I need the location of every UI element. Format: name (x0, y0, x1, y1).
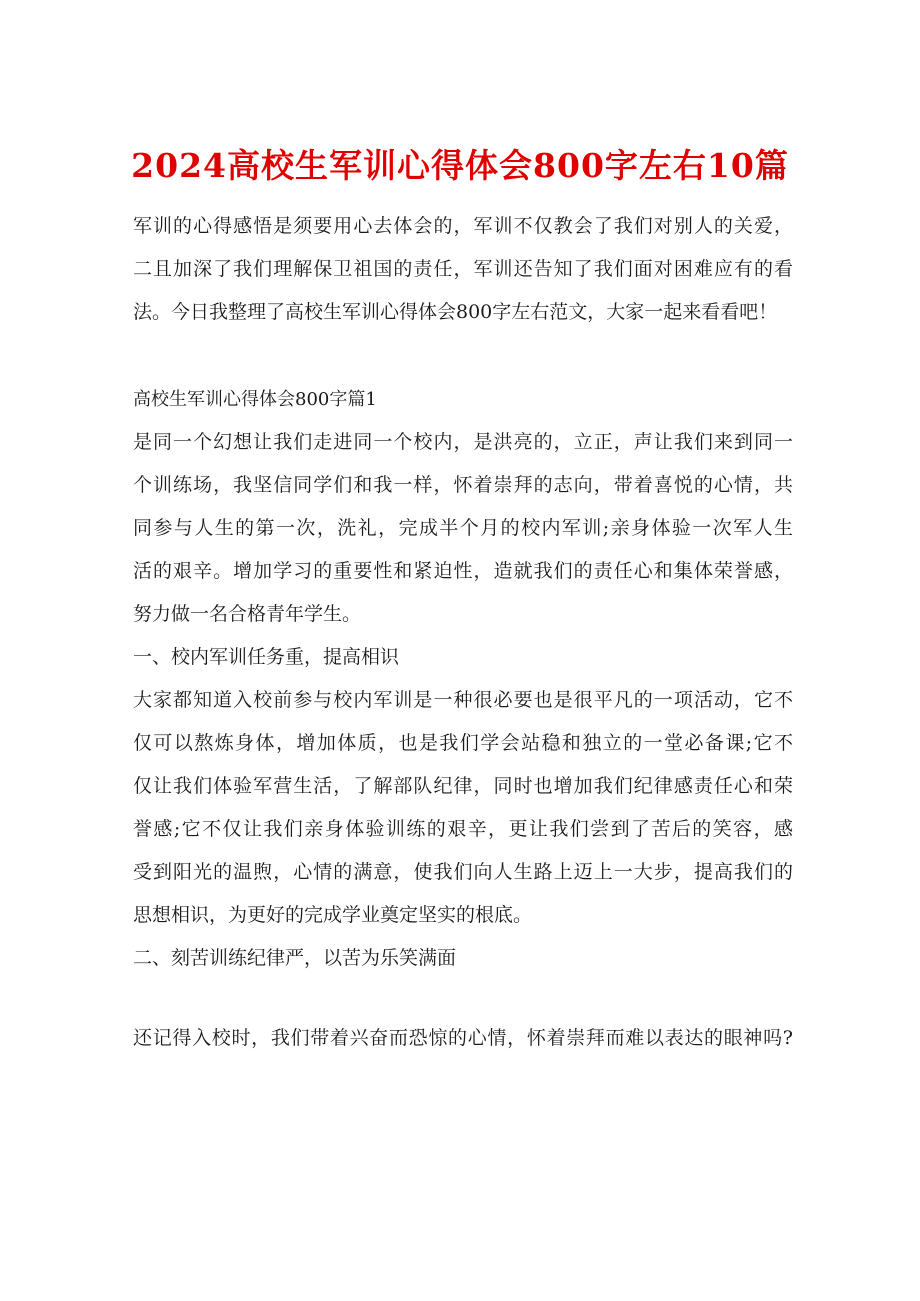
section-title: 高校生军训心得体会800字篇1 (133, 389, 377, 410)
paragraph-line: 仅可以熬炼身体，增加体质，也是我们学会站稳和独立的一堂必备课;它不 (133, 732, 793, 754)
paragraph-line: 努力做一名合格青年学生。 (133, 603, 362, 625)
paragraph-2 (133, 686, 793, 929)
paragraph-line: 个训练场，我坚信同学们和我一样，怀着崇拜的志向，带着喜悦的心情，共 (133, 474, 793, 496)
paragraph-1 (133, 428, 793, 628)
paragraph-line: 思想相识，为更好的完成学业奠定坚实的根底。 (133, 904, 533, 926)
paragraph-line: 是同一个幻想让我们走进同一个校内，是洪亮的，立正，声让我们来到同一 (133, 431, 793, 453)
paragraph-line: 大家都知道入校前参与校内军训是一种很必要也是很平凡的一项活动，它不 (133, 689, 793, 711)
intro-line: 法。今日我整理了高校生军训心得体会800字左右范文，大家一起来看看吧！ (133, 301, 778, 323)
intro-paragraph (133, 212, 793, 326)
intro-line: 二且加深了我们理解保卫祖国的责任，军训还告知了我们面对困难应有的看 (133, 258, 793, 280)
paragraph-line: 仅让我们体验军营生活，了解部队纪律，同时也增加我们纪律感责任心和荣 (133, 775, 793, 797)
subheading-2: 二、刻苦训练纪律严，以苦为乐笑满面 (133, 947, 457, 969)
document-title: 2024高校生军训心得体会800字左右10篇 (131, 146, 789, 185)
document-body (133, 212, 793, 1052)
subheading-1: 一、校内军训任务重，提高相识 (133, 646, 400, 668)
intro-line: 军训的心得感悟是须要用心去体会的，军训不仅教会了我们对别人的关爱， (133, 215, 793, 237)
paragraph-line: 还记得入校时，我们带着兴奋而恐惊的心情，怀着崇拜而难以表达的眼神吗? (133, 1027, 793, 1049)
paragraph-3 (133, 1024, 793, 1052)
paragraph-line: 受到阳光的温煦，心情的满意，使我们向人生路上迈上一大步，提高我们的 (133, 861, 793, 883)
paragraph-line: 活的艰辛。增加学习的重要性和紧迫性，造就我们的责任心和集体荣誉感， (133, 560, 793, 582)
paragraph-line: 同参与人生的第一次，洗礼，完成半个月的校内军训;亲身体验一次军人生 (133, 517, 793, 539)
paragraph-line: 誉感;它不仅让我们亲身体验训练的艰辛，更让我们尝到了苦后的笑容，感 (133, 818, 793, 840)
